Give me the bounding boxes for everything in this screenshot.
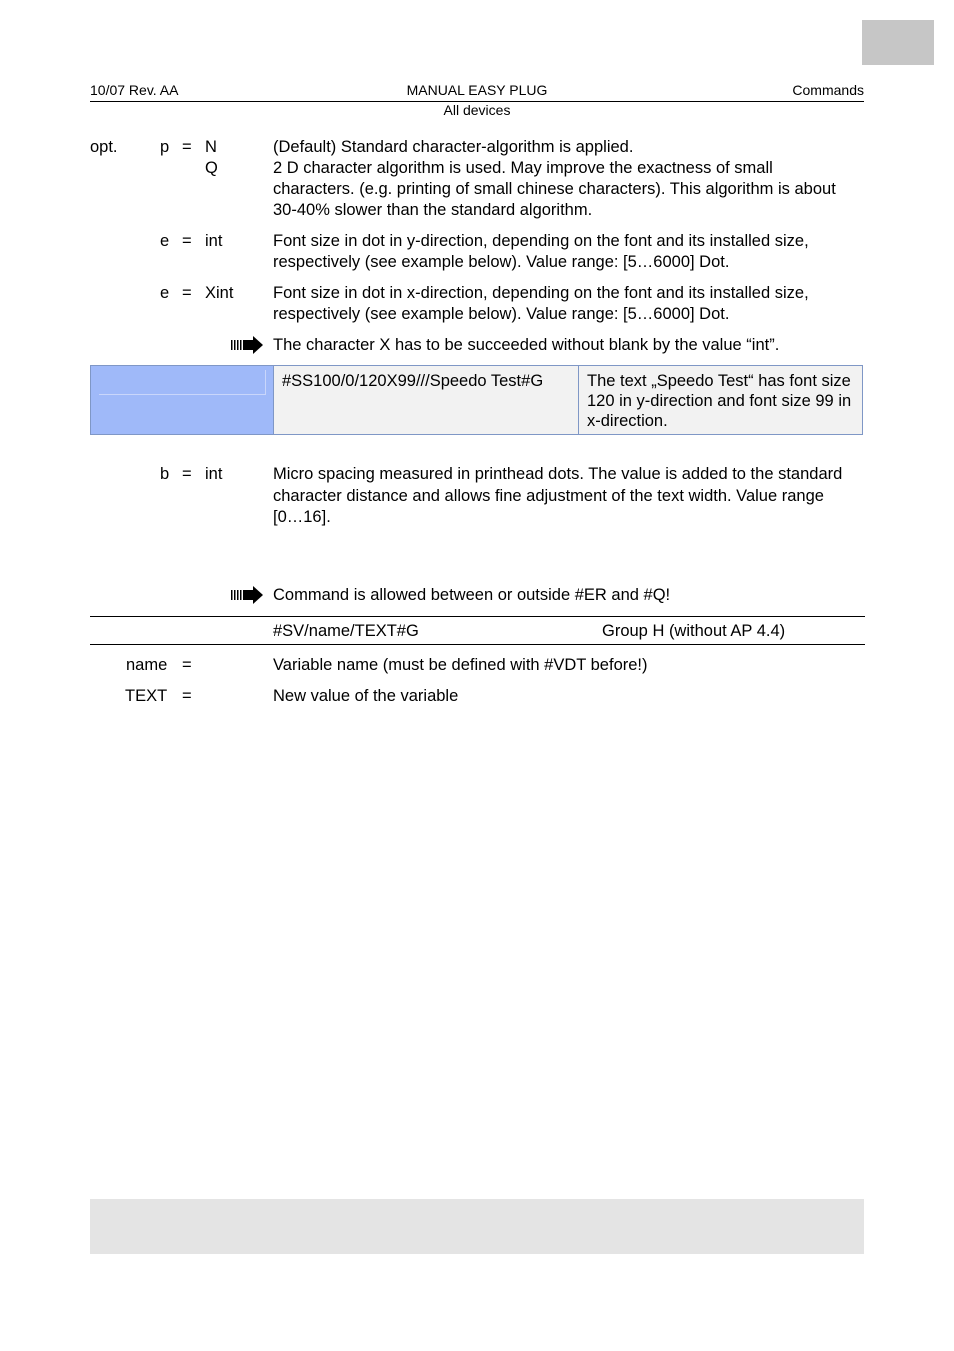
param-name-desc: Variable name (must be defined with #VDT before!) bbox=[273, 656, 648, 674]
header-subtitle: All devices bbox=[443, 102, 511, 118]
example-description: The text „Speedo Test“ has font size 120 in y-direction and font size 99 in x-direction. bbox=[587, 372, 852, 430]
header-manual-title: MANUAL EASY PLUG bbox=[406, 82, 548, 98]
example-desc-cell bbox=[579, 366, 862, 434]
param-e-desc-x: Font size in dot in x-direction, depending on the font and its installed size, respectively (see example below). Value range: [5…6000] Dot. bbox=[273, 284, 809, 323]
opt-label: opt. bbox=[90, 138, 118, 156]
command-top-rule bbox=[90, 616, 865, 617]
param-name-equals: = bbox=[182, 656, 192, 674]
example-label-inner bbox=[99, 370, 266, 395]
param-b-name: b bbox=[160, 465, 170, 483]
param-e-equals: = bbox=[182, 232, 192, 250]
page-footer-bar bbox=[90, 1199, 864, 1254]
example-code-cell bbox=[273, 366, 579, 434]
param-e-x-equals: = bbox=[182, 284, 192, 302]
param-name-label: name bbox=[126, 656, 168, 674]
param-text-desc: New value of the variable bbox=[273, 687, 459, 705]
param-b-desc: Micro spacing measured in printhead dots. The value is added to the standard character distance and allows fine adjustment of the text width. Value range [0…16]. bbox=[273, 465, 843, 526]
param-p-value-q: Q bbox=[205, 159, 218, 177]
param-b-value-int: int bbox=[205, 465, 223, 483]
param-e-desc-y: Font size in dot in y-direction, depending on the font and its installed size, respectively (see example below). Value range: [5…6000] Dot. bbox=[273, 232, 809, 271]
param-text-equals: = bbox=[182, 687, 192, 705]
param-b-equals: = bbox=[182, 465, 192, 483]
param-text-label: TEXT bbox=[125, 687, 168, 705]
command-syntax: #SV/name/TEXT#G bbox=[273, 622, 419, 640]
param-p-desc-n: (Default) Standard character-algorithm is applied. bbox=[273, 138, 634, 156]
param-p-equals: = bbox=[182, 138, 192, 156]
hand-pointer-arrow-icon bbox=[231, 586, 263, 604]
command-bottom-rule bbox=[90, 644, 865, 645]
param-p-desc-q: 2 D character algorithm is used. May improve the exactness of small characters. (e.g. printing of small chinese characters). This algorithm is about 30-40% slower than the standard algorithm. bbox=[273, 159, 836, 219]
param-e-x-name: e bbox=[160, 284, 170, 302]
header-revision: 10/07 Rev. AA bbox=[90, 82, 179, 98]
param-e-value-xint: Xint bbox=[205, 284, 234, 302]
param-p-name: p bbox=[160, 138, 170, 156]
note-x-succeeded: The character X has to be succeeded without blank by the value “int”. bbox=[273, 336, 780, 354]
page-corner-tab bbox=[862, 20, 934, 65]
hand-pointer-arrow-icon bbox=[231, 336, 263, 354]
command-group: Group H (without AP 4.4) bbox=[602, 622, 786, 640]
param-e-name: e bbox=[160, 232, 170, 250]
example-code: #SS100/0/120X99///Speedo Test#G bbox=[282, 372, 544, 390]
example-label-cell bbox=[91, 366, 273, 434]
note-command-allowed: Command is allowed between or outside #ER and #Q! bbox=[273, 586, 671, 604]
header-section: Commands bbox=[792, 82, 864, 98]
example-table bbox=[90, 365, 863, 435]
param-p-value-n: N bbox=[205, 138, 217, 156]
param-e-value-int: int bbox=[205, 232, 223, 250]
